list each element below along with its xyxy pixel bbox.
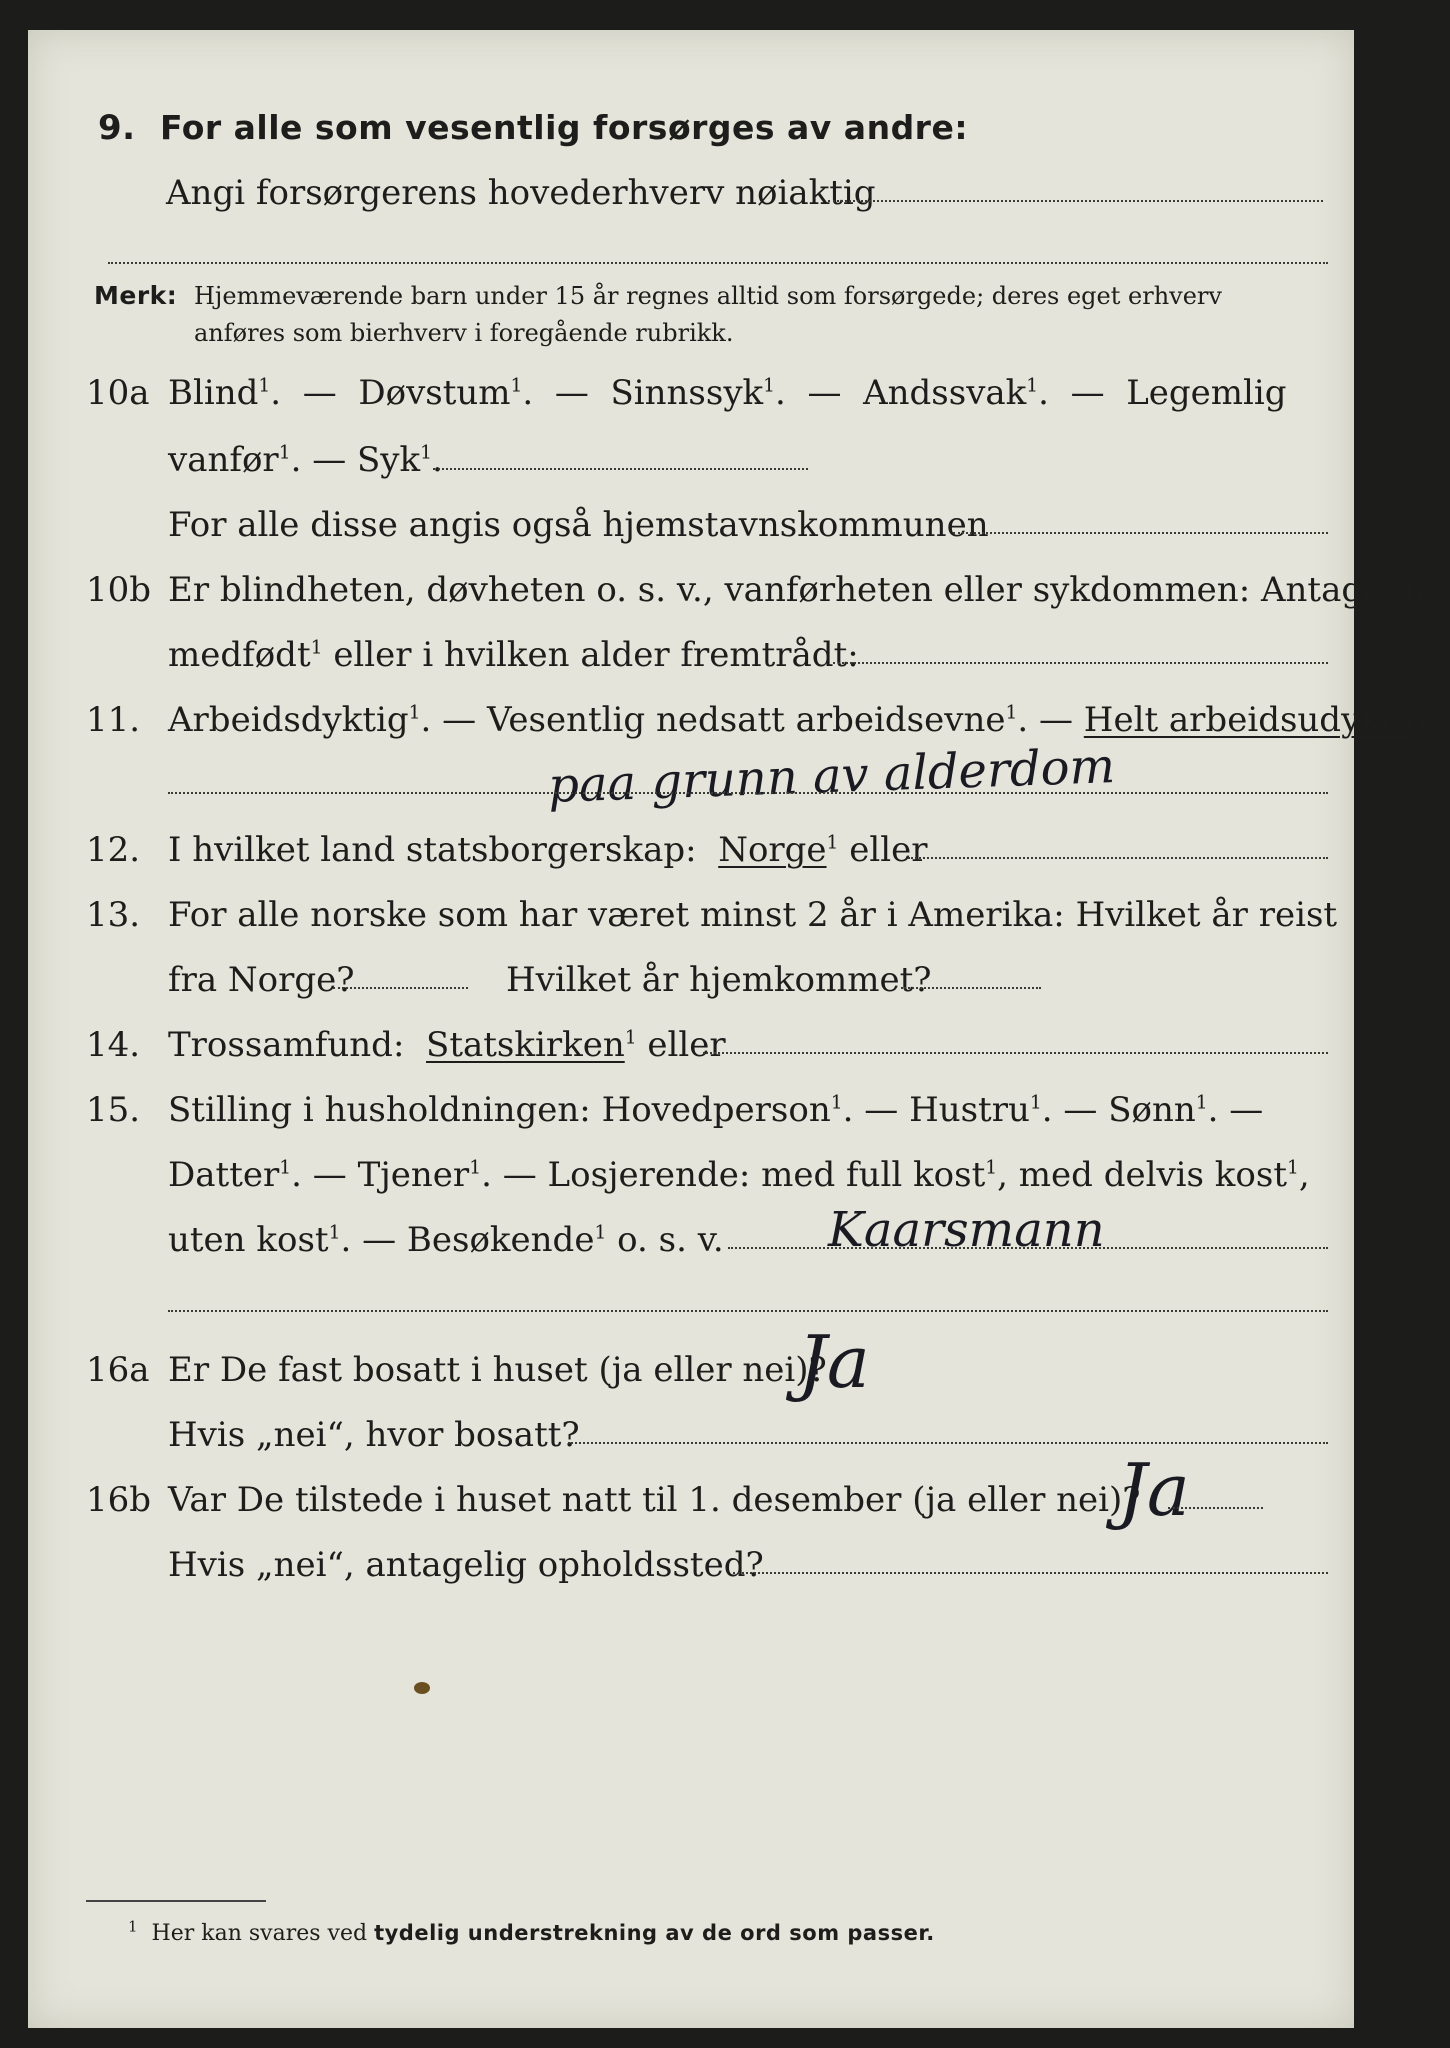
q12-answer-line[interactable] bbox=[908, 857, 1328, 859]
q16b-line2: Hvis „nei“, antagelig opholdssted? bbox=[168, 1545, 764, 1585]
q16b-line1: Var De tilstede i huset natt til 1. desember (ja eller nei)? bbox=[168, 1480, 1141, 1520]
q15-line1: Stilling i husholdningen: Hovedperson$^1$. — Hustru$^1$. — Sønn$^1$. — bbox=[168, 1090, 1264, 1130]
q10a-line2: vanfør$^1$. — Syk$^1$. bbox=[168, 440, 443, 480]
q15-line3: uten kost$^1$. — Besøkende$^1$ o. s. v. bbox=[168, 1220, 724, 1260]
q16b-handwritten-answer: Ja bbox=[1118, 1448, 1190, 1532]
q13-number: 13. bbox=[86, 895, 141, 935]
q15-answer-line[interactable] bbox=[728, 1247, 1328, 1249]
q12-selected-norge: Norge bbox=[718, 830, 827, 870]
footnote-mark: 1 bbox=[128, 1917, 138, 1936]
q10a-line1: Blind$^1$. — Døvstum$^1$. — Sinnssyk$^1$. — Andssvak$^1$. — Legemlig bbox=[168, 373, 1287, 413]
q14-answer-line[interactable] bbox=[703, 1052, 1328, 1054]
q9-answer-line[interactable] bbox=[828, 200, 1323, 202]
q10a-hjemstavn-line[interactable] bbox=[953, 532, 1328, 534]
q10a-syk-line[interactable] bbox=[433, 468, 808, 470]
footnote-rule bbox=[86, 1900, 266, 1902]
q13-line2a: fra Norge? bbox=[168, 960, 355, 1000]
q16a-line1: Er De fast bosatt i huset (ja eller nei)? bbox=[168, 1350, 827, 1390]
q11-selected-option: Helt arbeidsudyktig bbox=[1083, 700, 1428, 740]
q11-handwritten-answer: paa grunn av alderdom bbox=[547, 738, 1116, 814]
q16a-line2: Hvis „nei“, hvor bosatt? bbox=[168, 1415, 580, 1455]
merk-line2: anføres som bierhverv i foregående rubrikk. bbox=[194, 319, 734, 347]
q13-line1: For alle norske som har været minst 2 år i Amerika: Hvilket år reist bbox=[168, 895, 1338, 935]
q13-line2b: Hvilket år hjemkommet? bbox=[506, 960, 932, 1000]
q9-heading: For alle som vesentlig forsørges av andre: bbox=[160, 108, 969, 147]
q10a-line3: For alle disse angis også hjemstavnskommunen bbox=[168, 505, 989, 545]
q16a-bosatt-line[interactable] bbox=[568, 1442, 1328, 1444]
q16a-handwritten-answer: Ja bbox=[798, 1320, 870, 1404]
q14-selected-statskirken: Statskirken bbox=[426, 1025, 625, 1065]
ink-spot bbox=[414, 1682, 430, 1694]
q9-question bbox=[166, 173, 876, 213]
q10b-answer-line[interactable] bbox=[833, 662, 1328, 664]
merk-line1: Hjemmeværende barn under 15 år regnes alltid som forsørgede; deres eget erhverv bbox=[194, 282, 1222, 310]
census-form-page bbox=[28, 30, 1450, 2028]
q9-answer-line-2[interactable] bbox=[108, 262, 1328, 264]
q10b-line1: Er blindheten, døvheten o. s. v., vanførheten eller sykdommen: Antagelig bbox=[168, 570, 1427, 610]
q16b-number: 16b bbox=[86, 1480, 152, 1520]
q11-options: Arbeidsdyktig$^1$. — Vesentlig nedsatt arbeidsevne$^1$. — Helt arbeidsudyktig$^1$. bbox=[168, 700, 1450, 740]
q9-number: 9. bbox=[98, 108, 136, 148]
q10b-line2: medfødt$^1$ eller i hvilken alder fremtrådt: bbox=[168, 635, 859, 675]
q15-line2: Datter$^1$. — Tjener$^1$. — Losjerende: med full kost$^1$, med delvis kost$^1$, bbox=[168, 1155, 1310, 1195]
q11-number: 11. bbox=[86, 700, 141, 740]
footnote: $^1$ Her kan svares ved tydelig understrekning av de ord som passer. bbox=[128, 1917, 935, 1946]
q12-line: I hvilket land statsborgerskap: Norge$^1$ eller bbox=[168, 830, 928, 870]
q11-answer-line[interactable] bbox=[168, 792, 1328, 794]
q12-number: 12. bbox=[86, 830, 141, 870]
q10a-number: 10a bbox=[86, 373, 150, 413]
q9-line2: Angi forsørgerens hovederhverv nøiaktig bbox=[166, 173, 876, 213]
q15-number: 15. bbox=[86, 1090, 141, 1130]
merk-label: Merk: bbox=[94, 281, 178, 310]
q16b-answer-line[interactable] bbox=[1168, 1507, 1263, 1509]
q15-answer-line-2[interactable] bbox=[168, 1310, 1328, 1312]
q13-reist-line[interactable] bbox=[333, 987, 468, 989]
q16b-opholdssted-line[interactable] bbox=[733, 1572, 1328, 1574]
q14-line: Trossamfund: Statskirken$^1$ eller bbox=[168, 1025, 726, 1065]
q16a-number: 16a bbox=[86, 1350, 150, 1390]
q14-number: 14. bbox=[86, 1025, 141, 1065]
q13-hjemkommet-line[interactable] bbox=[901, 987, 1041, 989]
q15-handwritten-answer: Kaarsmann bbox=[828, 1202, 1105, 1258]
q10b-number: 10b bbox=[86, 570, 152, 610]
